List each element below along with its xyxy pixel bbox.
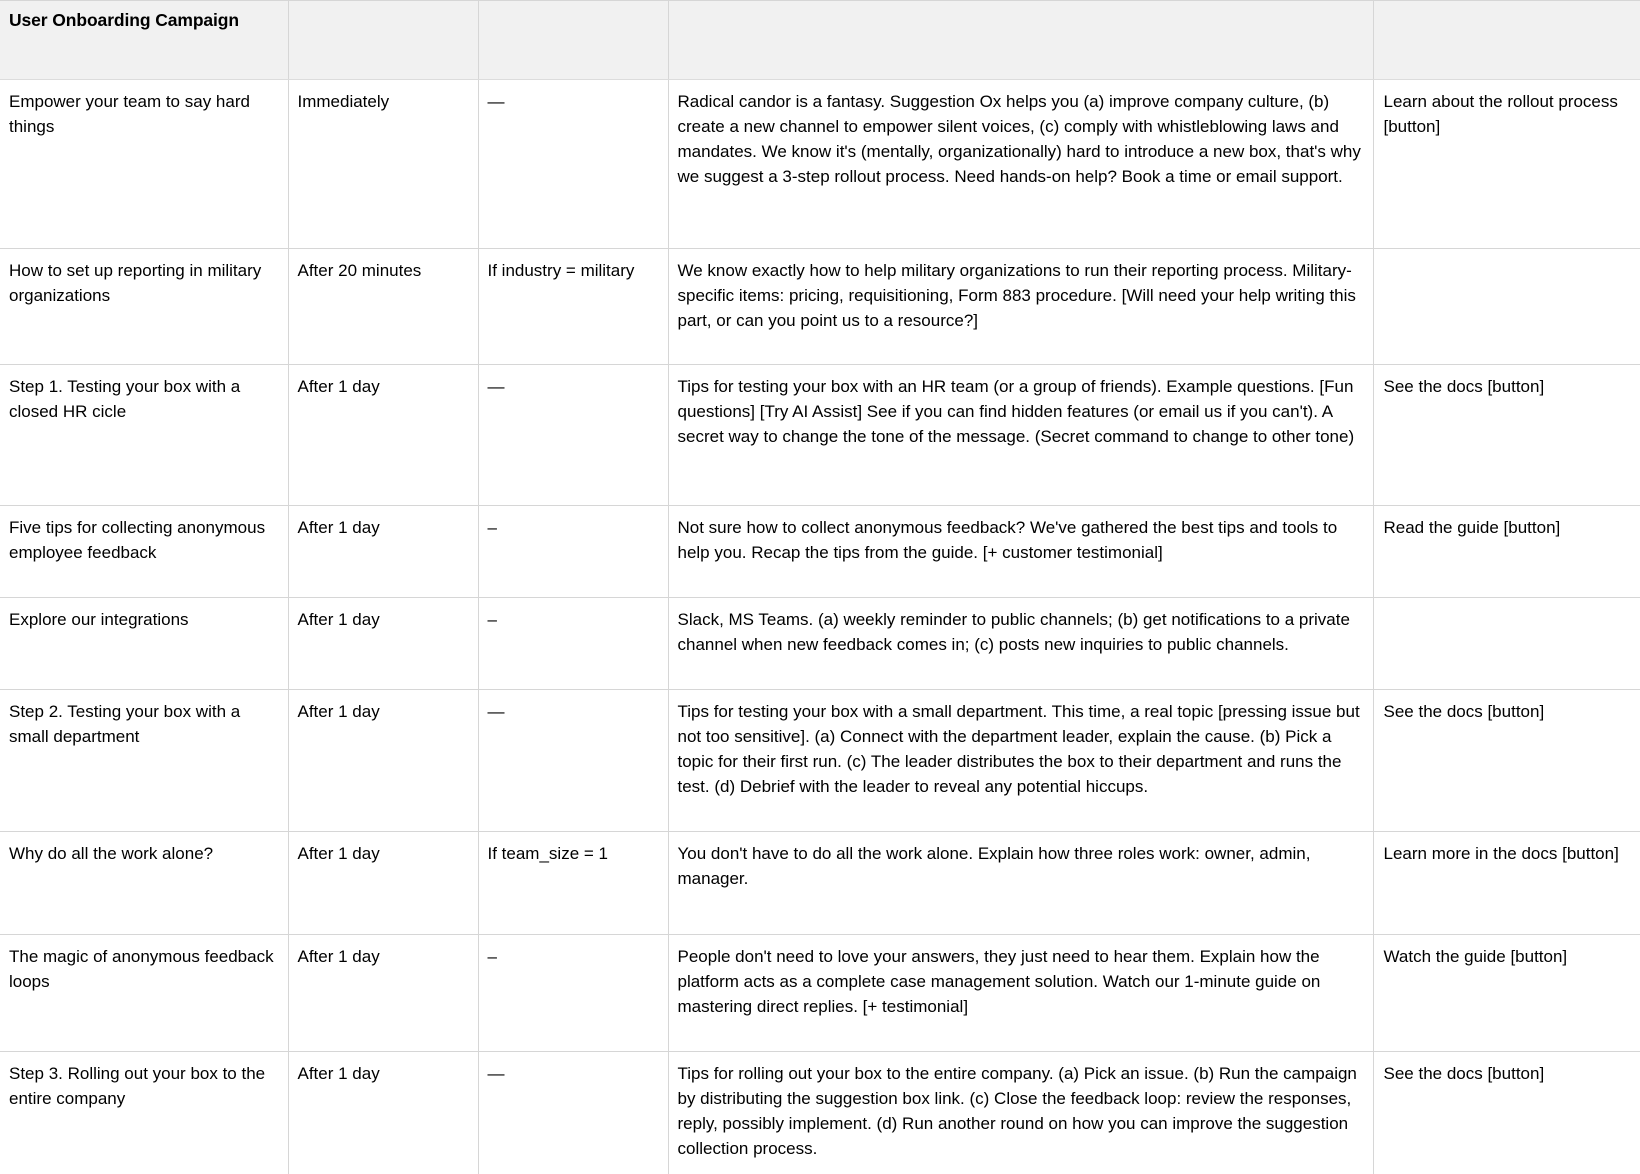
cell-send-timing: After 1 day: [288, 935, 478, 1052]
cell-content-notes: Slack, MS Teams. (a) weekly reminder to public channels; (b) get notifications to a private channel when new feedback comes in; (c) posts new inquiries to public channels.: [668, 598, 1373, 690]
cell-send-timing: After 1 day: [288, 690, 478, 832]
table-row: [0, 935, 1640, 1052]
table-row: [0, 598, 1640, 690]
cell-condition: —: [478, 80, 668, 249]
cell-send-timing: Immediately: [288, 80, 478, 249]
table-header-row: [0, 1, 1640, 80]
cell-condition: If team_size = 1: [478, 832, 668, 935]
table-row: [0, 506, 1640, 598]
cell-email-title: Step 1. Testing your box with a closed HR cicle: [0, 365, 288, 506]
cell-call-to-action: Read the guide [button]: [1373, 506, 1640, 598]
cell-call-to-action: See the docs [button]: [1373, 1052, 1640, 1174]
column-header-title: User Onboarding Campaign: [0, 1, 288, 80]
cell-content-notes: Not sure how to collect anonymous feedback? We've gathered the best tips and tools to help you. Recap the tips from the guide. [+ customer testimonial]: [668, 506, 1373, 598]
cell-content-notes: You don't have to do all the work alone. Explain how three roles work: owner, admin, manager.: [668, 832, 1373, 935]
cell-content-notes: We know exactly how to help military organizations to run their reporting process. Military-specific items: pricing, requisitioning, Form 883 procedure. [Will need your help writing this part, or can you point us to a resource?]: [668, 249, 1373, 365]
table-row: [0, 365, 1640, 506]
cell-content-notes: People don't need to love your answers, they just need to hear them. Explain how the platform acts as a complete case management solution. Watch our 1-minute guide on mastering direct replies. [+ testimonial]: [668, 935, 1373, 1052]
cell-condition: If industry = military: [478, 249, 668, 365]
column-header-content: [668, 1, 1373, 80]
cell-send-timing: After 20 minutes: [288, 249, 478, 365]
cell-condition: —: [478, 365, 668, 506]
cell-content-notes: Tips for testing your box with a small department. This time, a real topic [pressing issue but not too sensitive]. (a) Connect with the department leader, explain the cause. (b) Pick a topic for their first run. (c) The leader distributes the box to their department and runs the test. (d) Debrief with the leader to reveal any potential hiccups.: [668, 690, 1373, 832]
cell-content-notes: Tips for rolling out your box to the entire company. (a) Pick an issue. (b) Run the campaign by distributing the suggestion box link. (c) Close the feedback loop: review the responses, reply, possibly implement. (d) Run another round on how you can improve the suggestion collection process.: [668, 1052, 1373, 1174]
table-head: [0, 1, 1640, 80]
cell-call-to-action: Watch the guide [button]: [1373, 935, 1640, 1052]
cell-send-timing: After 1 day: [288, 598, 478, 690]
cell-email-title: How to set up reporting in military organizations: [0, 249, 288, 365]
cell-email-title: Empower your team to say hard things: [0, 80, 288, 249]
table-row: [0, 1052, 1640, 1174]
cell-email-title: The magic of anonymous feedback loops: [0, 935, 288, 1052]
cell-call-to-action: [1373, 598, 1640, 690]
cell-condition: –: [478, 506, 668, 598]
cell-email-title: Step 3. Rolling out your box to the entire company: [0, 1052, 288, 1174]
cell-send-timing: After 1 day: [288, 365, 478, 506]
cell-condition: –: [478, 935, 668, 1052]
cell-email-title: Why do all the work alone?: [0, 832, 288, 935]
cell-content-notes: Radical candor is a fantasy. Suggestion Ox helps you (a) improve company culture, (b) create a new channel to empower silent voices, (c) comply with whistleblowing laws and mandates. We know it's (mentally, organizationally) hard to introduce a new box, that's why we suggest a 3-step rollout process. Need hands-on help? Book a time or email support.: [668, 80, 1373, 249]
table-body: [0, 80, 1640, 1174]
column-header-condition: [478, 1, 668, 80]
column-header-timing: [288, 1, 478, 80]
cell-condition: —: [478, 690, 668, 832]
cell-send-timing: After 1 day: [288, 1052, 478, 1174]
cell-email-title: Explore our integrations: [0, 598, 288, 690]
table-row: [0, 249, 1640, 365]
cell-call-to-action: Learn more in the docs [button]: [1373, 832, 1640, 935]
cell-condition: —: [478, 1052, 668, 1174]
table-row: [0, 832, 1640, 935]
cell-email-title: Step 2. Testing your box with a small department: [0, 690, 288, 832]
cell-call-to-action: See the docs [button]: [1373, 365, 1640, 506]
cell-email-title: Five tips for collecting anonymous employee feedback: [0, 506, 288, 598]
cell-send-timing: After 1 day: [288, 832, 478, 935]
table-row: [0, 690, 1640, 832]
cell-call-to-action: See the docs [button]: [1373, 690, 1640, 832]
cell-call-to-action: Learn about the rollout process [button]: [1373, 80, 1640, 249]
cell-content-notes: Tips for testing your box with an HR team (or a group of friends). Example questions. [Fun questions] [Try AI Assist] See if you can find hidden features (or email us if you can't). A secret way to change the tone of the message. (Secret command to change to other tone): [668, 365, 1373, 506]
cell-send-timing: After 1 day: [288, 506, 478, 598]
table-row: [0, 80, 1640, 249]
cell-call-to-action: [1373, 249, 1640, 365]
column-header-cta: [1373, 1, 1640, 80]
cell-condition: –: [478, 598, 668, 690]
